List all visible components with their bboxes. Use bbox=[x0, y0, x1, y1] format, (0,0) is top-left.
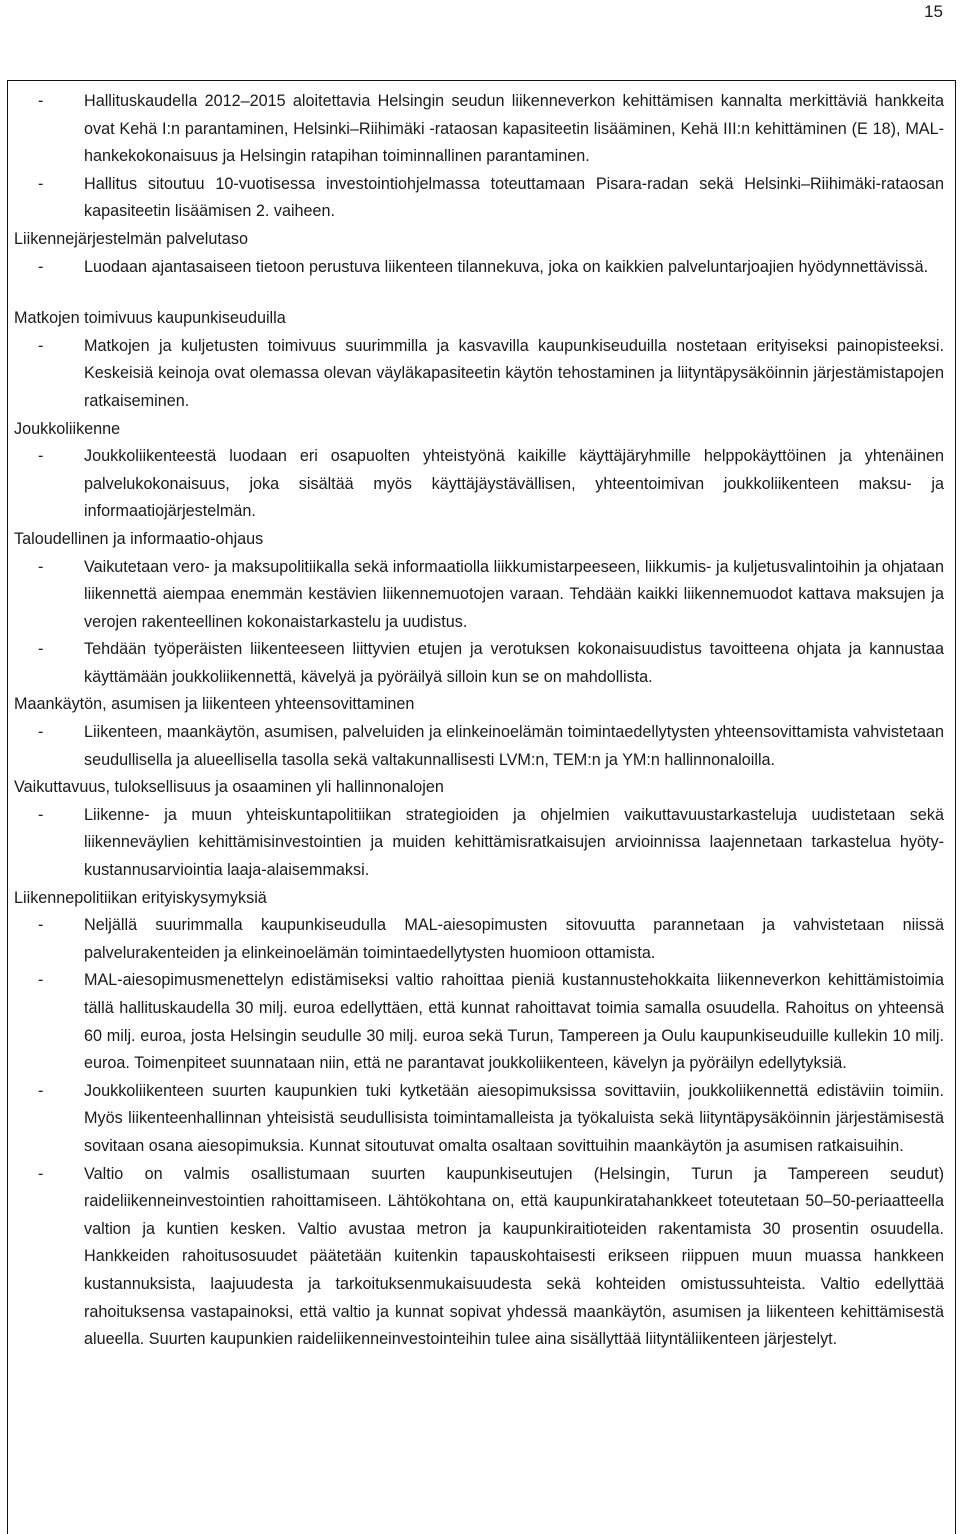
list-item bbox=[14, 1078, 944, 1161]
list-item-text: Valtio on valmis osallistumaan suurten kaupunkiseutujen (Helsingin, Turun ja Tampereen seudut) raideliikenneinvestointien rahoittamiseen. Lähtökohtana on, että kaupunkiratahankkeet toteutetaan 50–50-periaatteella valtion ja kuntien kesken. Valtio avustaa metron ja kaupunkiraitioteiden rakentamista 30 prosentin osuudella. Hankkeiden rahoitusosuudet päätetään kuitenkin tapauskohtaisesti erikseen riippuen muun muassa hankkeen kustannuksista, laajuudesta ja tarkoituksenmukaisuudesta sekä kohteiden omistussuhteista. Valtio edellyttää rahoituksensa vastapainoksi, että valtio ja kunnat sopivat yhdessä maankäytön, asumisen ja liikenteen kehittämisestä alueella. Suurten kaupunkien raideliikenneinvestointeihin tulee aina sisällyttää liityntäliikenteen järjestelyt. bbox=[84, 1164, 944, 1349]
list-item bbox=[14, 636, 944, 691]
section-heading: Maankäytön, asumisen ja liikenteen yhteensovittaminen bbox=[14, 695, 415, 714]
list-item bbox=[14, 1161, 944, 1354]
list-item-text: Liikenne- ja muun yhteiskuntapolitiikan strategioiden ja ohjelmien vaikuttavuustarkasteluja uudistetaan sekä liikenneväylien kehittämisinvestointien ja muiden kehittämisratkaisujen arvioinnissa laajennetaan tarkastelua hyöty-kustannusarviointia laaja-alaisemmaksi. bbox=[84, 805, 944, 880]
bullet-dash: - bbox=[38, 916, 44, 935]
bullet-dash: - bbox=[38, 805, 44, 824]
bullet-dash: - bbox=[38, 92, 44, 110]
bullet-dash: - bbox=[38, 723, 44, 742]
list-item-text: Joukkoliikenteestä luodaan eri osapuolten yhteistyönä kaikille käyttäjäryhmille helppokäyttöinen ja yhtenäinen palvelukokonaisuus, joka sisältää myös käyttäjäystävällisen, yhteentoimivan joukkoliikenteen maksu- ja informaatiojärjestelmän. bbox=[84, 447, 944, 521]
section-heading: Liikennejärjestelmän palvelutaso bbox=[14, 229, 248, 248]
bullet-dash: - bbox=[38, 257, 44, 276]
bullet-dash: - bbox=[38, 1081, 44, 1100]
list-item-text: MAL-aiesopimusmenettelyn edistämiseksi valtio rahoittaa pieniä kustannustehokkaita liikenneverkon kehittämistoimia tällä hallituskaudella 30 milj. euroa edellyttäen, että kunnat rahoittavat toimia samalla osuudella. Rahoitus on yhteensä 60 milj. euroa, josta Helsingin seudulle 30 milj. euroa sekä Turun, Tampereen ja Oulu kaupunkiseuduille kullekin 10 milj. euroa. Toimenpiteet suunnataan niin, että ne parantavat joukkoliikenteen, kävelyn ja pyöräilyn edellytyksiä. bbox=[84, 971, 944, 1073]
list-item bbox=[14, 967, 944, 1077]
list-item bbox=[14, 333, 944, 416]
list-item-text: Joukkoliikenteen suurten kaupunkien tuki kytketään aiesopimuksissa sovittaviin, joukkoliikennettä edistäviin toimiin. Myös liikenteenhallinnan yhteisistä seudullisista toimintamalleista ja työkaluista sekä liityntäpysäköinnin järjestämisestä sovitaan osana aiesopimuksia. Kunnat sitoutuvat omalta osaltaan sovittuihin maankäytön ja asumisen ratkaisuihin. bbox=[84, 1081, 944, 1155]
list-item-text: Liikenteen, maankäytön, asumisen, palveluiden ja elinkeinoelämän toimintaedellytysten yhteensovittamista vahvistetaan seudullisella ja alueellisella tasolla sekä valtakunnallisesti LVM:n, TEM:n ja YM:n hallinnonaloilla. bbox=[84, 723, 944, 769]
bullet-dash: - bbox=[38, 640, 44, 659]
section-heading: Matkojen toimivuus kaupunkiseuduilla bbox=[14, 309, 286, 328]
list-item bbox=[14, 171, 944, 226]
list-item bbox=[14, 254, 944, 282]
bullet-dash: - bbox=[38, 336, 44, 355]
list-item bbox=[14, 912, 944, 967]
section-heading: Taloudellinen ja informaatio-ohjaus bbox=[14, 529, 264, 548]
list-item-text: Hallituskaudella 2012–2015 aloitettavia Helsingin seudun liikenneverkon kehittämisen kannalta merkittäviä hankkeita ovat Kehä I:n parantaminen, Helsinki–Riihimäki -rataosan kapasiteetin lisääminen, Kehä III:n kehittäminen (E 18), MAL-hankekokonaisuus ja Helsingin ratapihan toiminnallinen parantaminen. bbox=[84, 92, 944, 166]
bullet-dash: - bbox=[38, 447, 44, 466]
section-gap bbox=[14, 281, 944, 305]
bullet-dash: - bbox=[38, 557, 44, 576]
section-heading: Liikennepolitiikan erityiskysymyksiä bbox=[14, 888, 267, 907]
bullet-dash: - bbox=[38, 174, 44, 193]
list-item-text: Hallitus sitoutuu 10-vuotisessa investointiohjelmassa toteuttamaan Pisara-radan sekä Helsinki–Riihimäki-rataosan kapasiteetin lisäämisen 2. vaiheen. bbox=[84, 174, 944, 221]
list-item bbox=[14, 554, 944, 637]
bullet-dash: - bbox=[38, 1164, 44, 1183]
list-item bbox=[14, 719, 944, 774]
section-heading: Joukkoliikenne bbox=[14, 419, 121, 438]
list-item-text: Vaikutetaan vero- ja maksupolitiikalla sekä informaatiolla liikkumistarpeeseen, liikkumis- ja kuljetusvalintoihin ja ohjataan liikennettä aiempaa enemmän kestävien liikennemuotojen varaan. Tehdään kaikki liikennemuodot kattava maksujen ja verojen rakenteellinen kokonaistarkastelu ja uudistus. bbox=[84, 557, 944, 631]
list-item-text: Luodaan ajantasaiseen tietoon perustuva liikenteen tilannekuva, joka on kaikkien palveluntarjoajien hyödynnettävissä. bbox=[84, 257, 929, 276]
list-item bbox=[14, 88, 944, 171]
page-number: 15 bbox=[924, 2, 943, 21]
list-item bbox=[14, 443, 944, 526]
list-item-text: Tehdään työperäisten liikenteeseen liittyvien etujen ja verotuksen kokonaisuudistus tavoitteena ohjata ja kannustaa käyttämään joukkoliikennettä, kävelyä ja pyöräilyä silloin kun se on mahdollista. bbox=[84, 640, 944, 686]
document-body bbox=[14, 88, 944, 1354]
list-item bbox=[14, 802, 944, 885]
bullet-dash: - bbox=[38, 971, 44, 990]
list-item-text: Matkojen ja kuljetusten toimivuus suurimmilla ja kasvavilla kaupunkiseuduilla nostetaan erityiseksi painopisteeksi. Keskeisiä keinoja ovat olemassa olevan väyläkapasiteetin käytön tehostaminen ja liityntäpysäköinnin järjestämistapojen ratkaiseminen. bbox=[84, 336, 944, 410]
list-item-text: Neljällä suurimmalla kaupunkiseudulla MAL-aiesopimusten sitovuutta parannetaan ja vahvistetaan niissä palvelurakenteiden ja elinkeinoelämän toimintaedellytysten huomioon ottamista. bbox=[84, 916, 944, 962]
section-heading: Vaikuttavuus, tuloksellisuus ja osaaminen yli hallinnonalojen bbox=[14, 778, 444, 797]
